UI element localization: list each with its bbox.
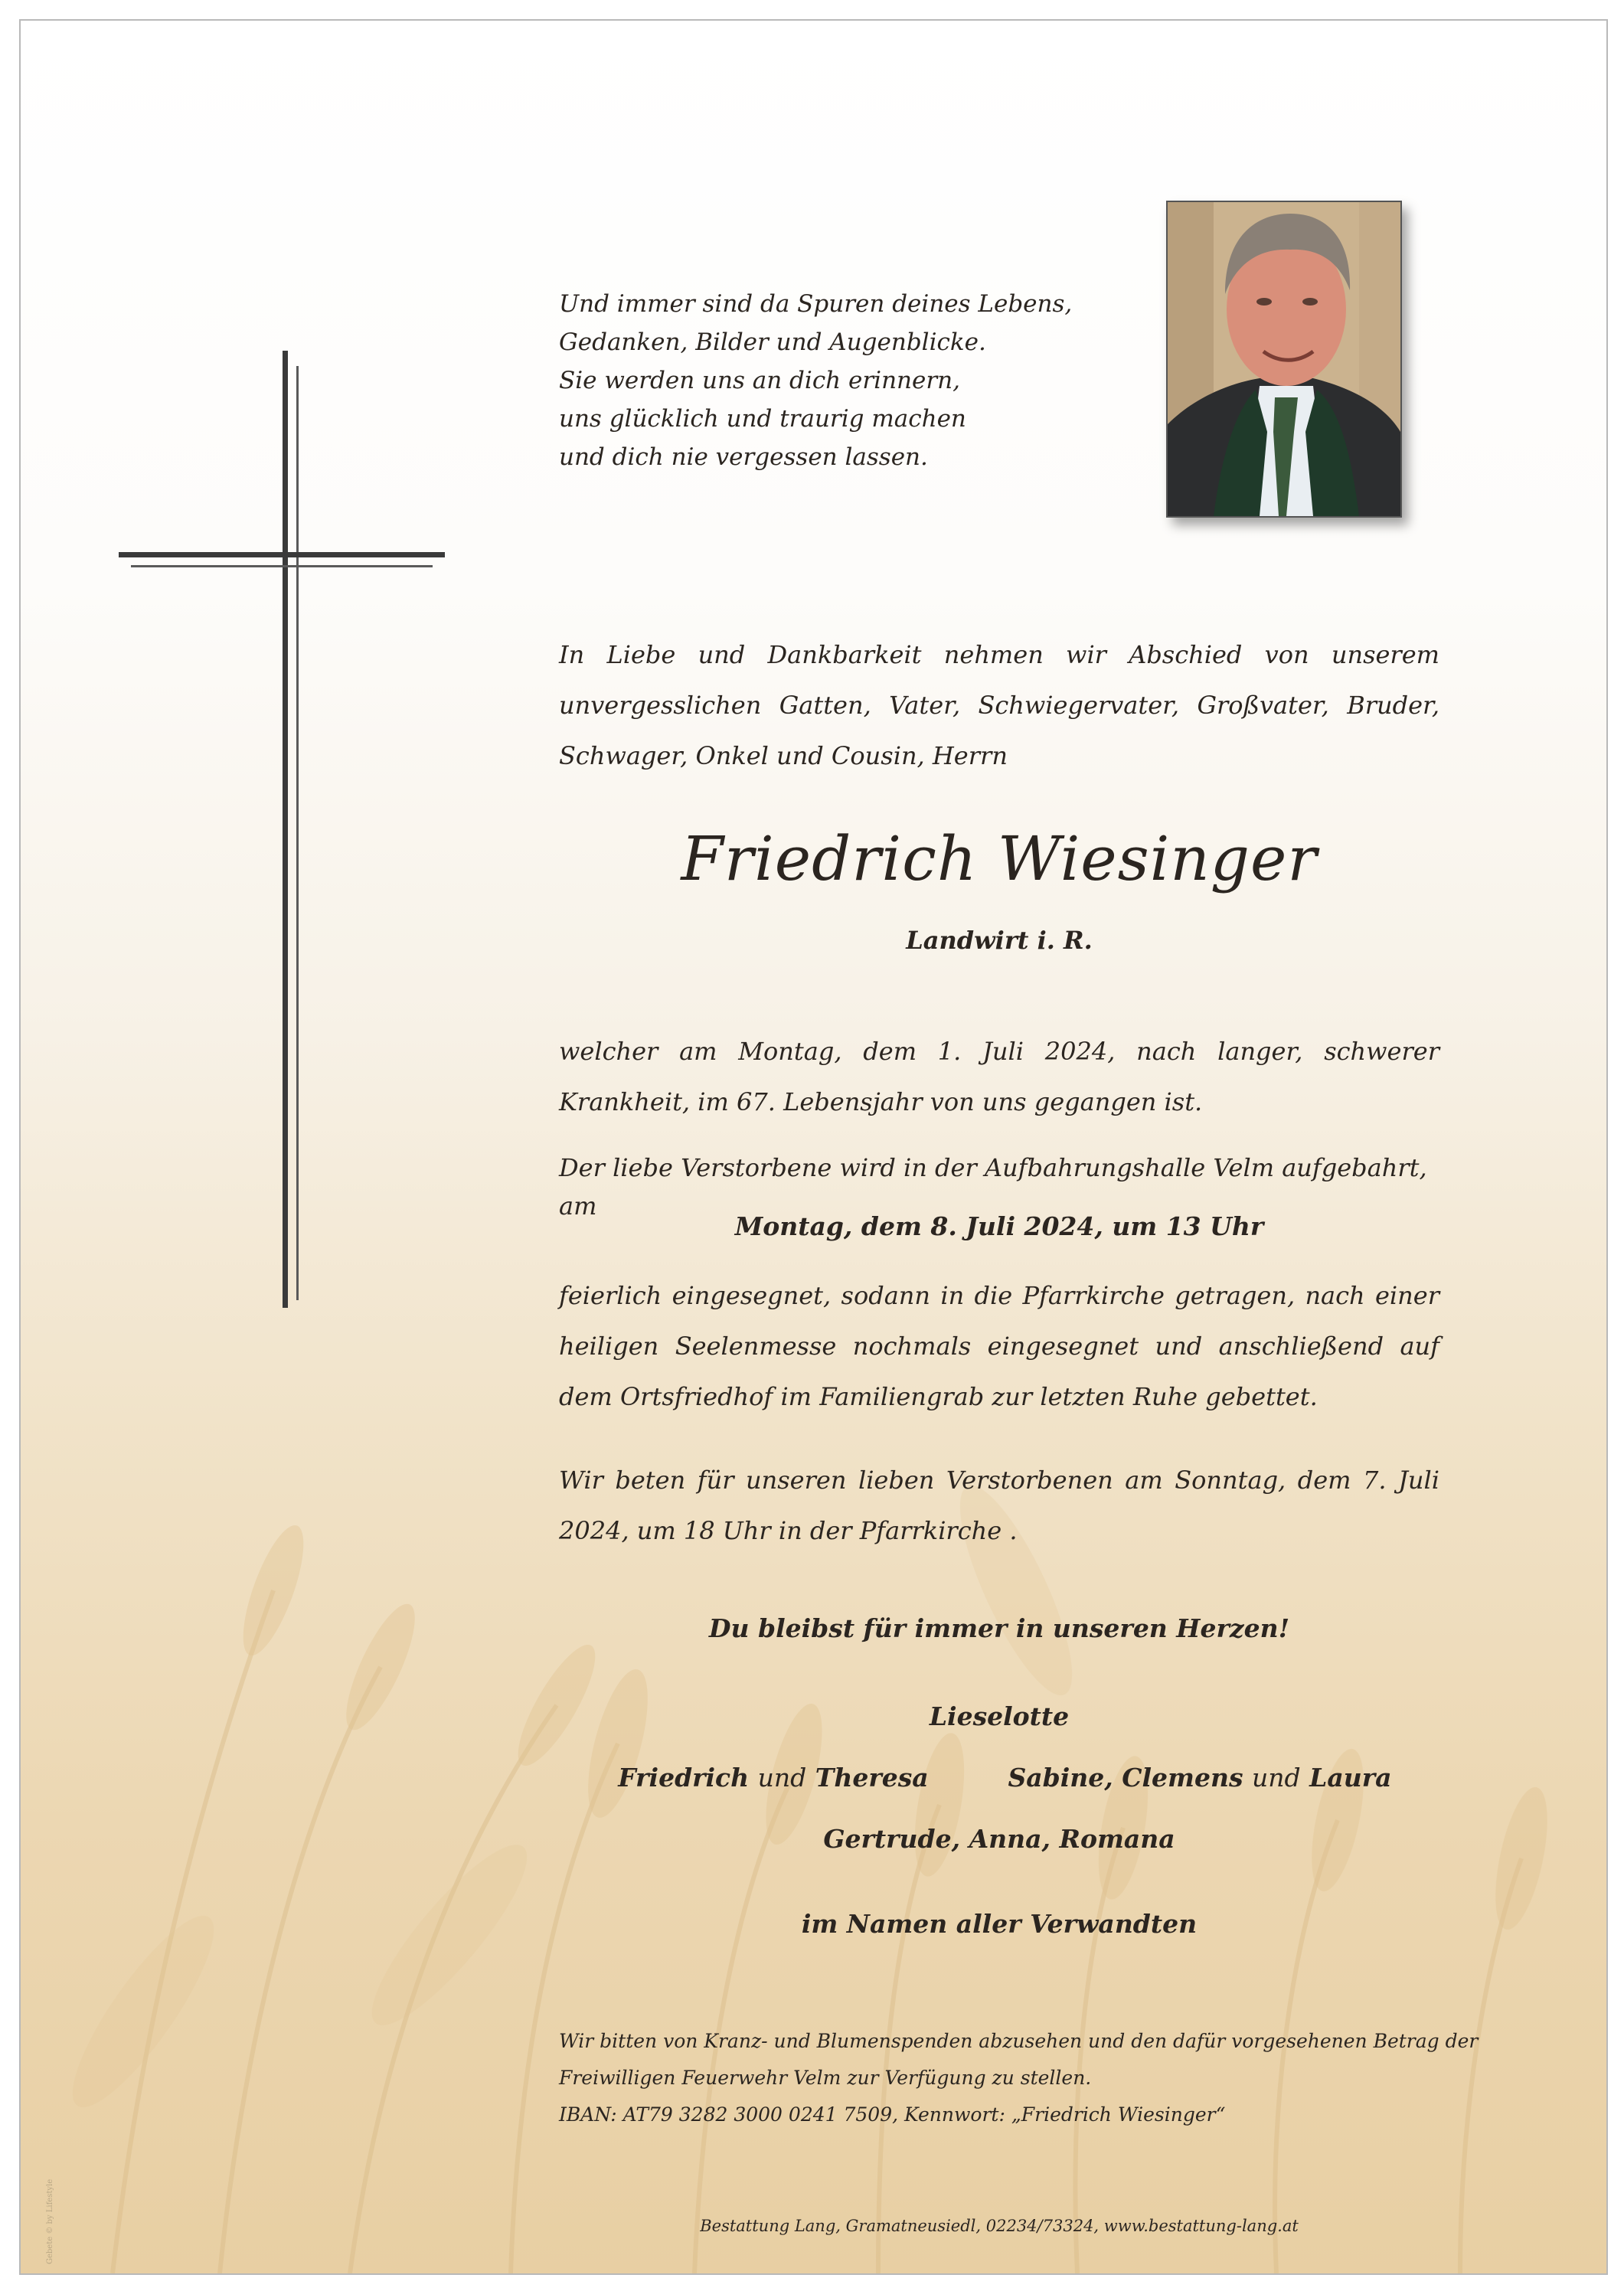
- funeral-home-footer: Bestattung Lang, Gramatneusiedl, 02234/73324, www.bestattung-lang.at: [700, 2217, 1299, 2235]
- donation-notice: [559, 2023, 1479, 2133]
- family-spouse: Lieselotte: [929, 1701, 1070, 1731]
- deceased-name: Friedrich Wiesinger: [681, 823, 1318, 894]
- cross-horizontal-line: [131, 565, 433, 567]
- ceremony-paragraph: feierlich eingesegnet, sodann in die Pfarrkirche getragen, nach einer heiligen Seelenmesse nochmals eingesegnet und anschließend auf dem Ortsfriedhof im Familiengrab zur letzten Ruhe gebettet.: [559, 1281, 1439, 1411]
- deceased-occupation: Landwirt i. R.: [906, 926, 1093, 955]
- death-notice-paragraph: welcher am Montag, dem 1. Juli 2024, nach langer, schwerer Krankheit, im 67. Lebensjahr von uns gegangen ist.: [559, 1037, 1439, 1116]
- cross-horizontal-bar: [119, 552, 445, 557]
- prayer-paragraph: Wir beten für unseren lieben Verstorbenen am Sonntag, dem 7. Juli 2024, um 18 Uhr in der Pfarrkirche .: [559, 1466, 1439, 1545]
- obituary-page: [19, 19, 1608, 2275]
- relatives-line: im Namen aller Verwandten: [801, 1909, 1198, 1939]
- laying-out-paragraph: Der liebe Verstorbene wird in der Aufbahrungshalle Velm aufgebahrt, am: [559, 1153, 1427, 1221]
- donation-line: Wir bitten von Kranz- und Blumenspenden abzusehen und den dafür vorgesehenen Betrag der: [559, 2030, 1479, 2052]
- side-credit: Gebete © by Lifestyle: [46, 2178, 54, 2264]
- poem-line: Und immer sind da Spuren deines Lebens,: [559, 290, 1073, 318]
- poem-line: Gedanken, Bilder und Augenblicke.: [559, 328, 986, 356]
- family-member: Theresa: [815, 1763, 929, 1793]
- family-member: Sabine, Clemens: [1008, 1763, 1243, 1793]
- donation-line: Freiwilligen Feuerwehr Velm zur Verfügung zu stellen.: [559, 2067, 1092, 2089]
- family-and: und: [1252, 1763, 1301, 1793]
- poem-line: Sie werden uns an dich erinnern,: [559, 367, 960, 394]
- closing-line: Du bleibst für immer in unseren Herzen!: [708, 1613, 1290, 1643]
- portrait-photo: [1166, 201, 1402, 518]
- family-group-2: [962, 1763, 1437, 1793]
- family-member: Friedrich: [618, 1763, 750, 1793]
- funeral-datetime: Montag, dem 8. Juli 2024, um 13 Uhr: [734, 1211, 1264, 1241]
- donation-iban: IBAN: AT79 3282 3000 0241 7509, Kennwort: „Friedrich Wiesinger“: [559, 2103, 1226, 2126]
- portrait-illustration: [1168, 202, 1400, 516]
- cross-vertical-bar: [283, 351, 288, 1308]
- cross-vertical-line: [296, 366, 299, 1300]
- family-member: Laura: [1309, 1763, 1392, 1793]
- memorial-poem: [559, 285, 1095, 476]
- poem-line: und dich nie vergessen lassen.: [559, 443, 928, 471]
- intro-paragraph: In Liebe und Dankbarkeit nehmen wir Abschied von unserem unvergesslichen Gatten, Vater, Schwiegervater, Großvater, Bruder, Schwager, Onkel und Cousin, Herrn: [559, 640, 1439, 770]
- poem-line: uns glücklich und traurig machen: [559, 405, 966, 433]
- family-grandchildren: Gertrude, Anna, Romana: [823, 1824, 1175, 1854]
- family-group-1: [559, 1763, 988, 1793]
- family-and: und: [757, 1763, 807, 1793]
